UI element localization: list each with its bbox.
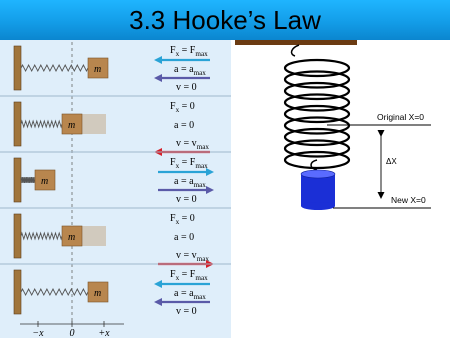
acceleration-label: a = 0 [174, 120, 195, 131]
hanging-spring-figure [231, 40, 450, 338]
mass-label: m [94, 288, 102, 299]
spring [21, 121, 62, 127]
x-axis-tick-label-zero: 0 [69, 328, 75, 338]
acceleration-label: a = 0 [174, 232, 195, 243]
force-label: $F_x = F_{max}$ [170, 269, 208, 282]
hanging-mass [301, 174, 335, 206]
velocity-label: v = 0 [176, 82, 197, 93]
force-label: $F_x = 0$ [170, 213, 195, 226]
mass-label: m [68, 120, 76, 131]
state-1 [14, 45, 210, 93]
spring [21, 65, 88, 71]
velocity-label: v = 0 [176, 194, 197, 205]
oscillation-diagram [0, 40, 231, 338]
mass-label: m [94, 64, 102, 75]
velocity-label: $v = v_{max}$ [176, 250, 210, 263]
wall [14, 270, 21, 314]
acceleration-label: $a = a_{max}$ [174, 64, 206, 77]
wall [14, 46, 21, 90]
acceleration-label: $a = a_{max}$ [174, 288, 206, 301]
force-label: $F_x = 0$ [170, 101, 195, 114]
state-3 [0, 152, 231, 205]
x-axis-tick-label-pos: +x [98, 328, 110, 338]
velocity-label: $v = v_{max}$ [176, 138, 210, 151]
slide-title: 3.3 Hooke’s Law [129, 5, 321, 35]
wall [14, 158, 21, 202]
acceleration-label: $a = a_{max}$ [174, 176, 206, 189]
hanging-mass-bottom [301, 202, 335, 210]
oscillation-panel [0, 40, 231, 338]
hanging-spring-diagram [231, 40, 450, 338]
velocity-label: v = 0 [176, 306, 197, 317]
original-x-label: Original X=0 [377, 112, 425, 122]
ceiling-bar [235, 40, 357, 45]
delta-x-label: ΔX [386, 157, 397, 166]
spring [21, 233, 62, 239]
force-label: $F_x = F_{max}$ [170, 45, 208, 58]
state-4 [0, 208, 231, 264]
hanging-mass-top [301, 170, 335, 178]
mass-label: m [68, 232, 76, 243]
x-axis-tick-label-neg: −x [32, 328, 44, 338]
spring-hook [292, 45, 299, 56]
spring [21, 289, 88, 295]
state-5 [0, 264, 231, 317]
force-label: $F_x = F_{max}$ [170, 157, 208, 170]
mass-label: m [41, 176, 49, 187]
wall [14, 102, 21, 146]
new-x-label: New X=0 [391, 195, 426, 205]
spring [21, 177, 35, 183]
state-2 [0, 96, 231, 152]
wall [14, 214, 21, 258]
